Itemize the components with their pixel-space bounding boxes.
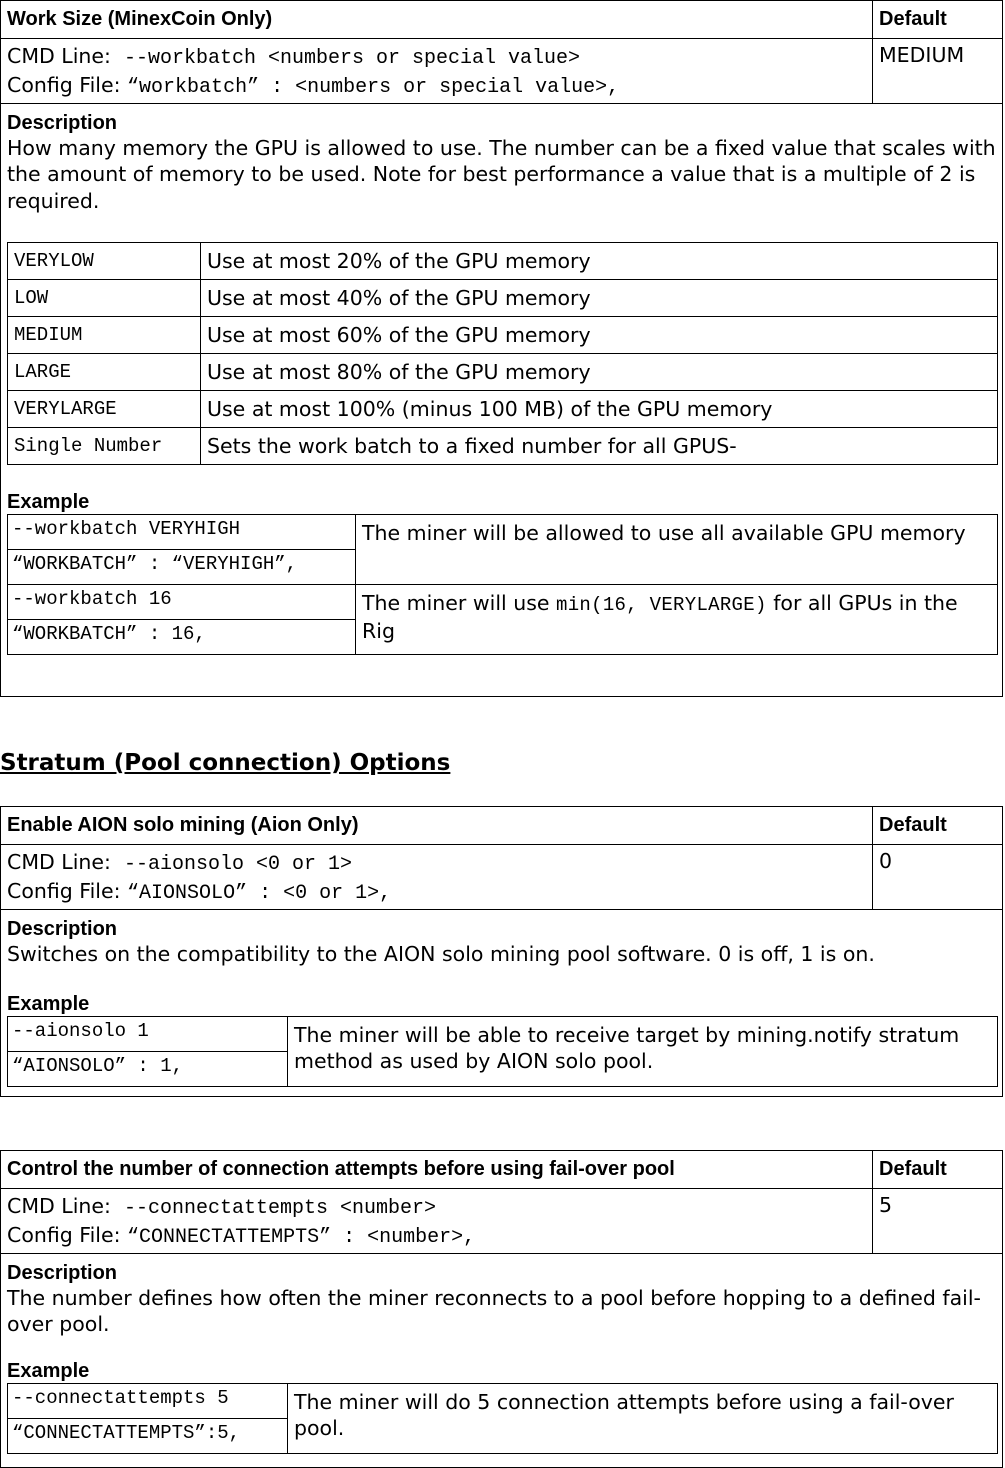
option-header [1, 1151, 1002, 1189]
default-value: 0 [872, 845, 1002, 909]
cmd-line-label: CMD Line: [7, 1194, 111, 1218]
description-heading: Description [7, 112, 118, 134]
option-connectattempts [0, 1150, 1003, 1468]
description-text: The number defines how often the miner reconnects to a pool before hopping to a defined fail-over pool. [7, 1285, 981, 1336]
config-file-label: Config File: [7, 73, 121, 97]
config-file-label: Config File: [7, 1223, 121, 1247]
description-heading: Description [7, 918, 118, 940]
default-value: 5 [872, 1189, 1002, 1253]
option-workbatch [0, 0, 1003, 697]
config-file-value: “AIONSOLO” : <0 or 1>, [127, 882, 392, 905]
table-row [8, 585, 998, 620]
value-text: Use at most 60% of the GPU memory [201, 317, 998, 354]
example-desc-text: The miner will use [362, 591, 557, 615]
example-cmd: --connectattempts 5 [8, 1383, 288, 1418]
value-text: Use at most 20% of the GPU memory [201, 243, 998, 280]
option-aionsolo [0, 806, 1003, 1097]
value-key: LARGE [8, 354, 201, 391]
section-title: Stratum (Pool connection) Options [0, 750, 451, 776]
example-desc: The miner will be allowed to use all available GPU memory [356, 515, 998, 585]
description-heading: Description [7, 1262, 118, 1284]
description-text: How many memory the GPU is allowed to use. The number can be a fixed value that scales with the amount of memory to be used. Note for best performance a value that is a multiple of 2 is required. [7, 135, 996, 213]
table-row [8, 515, 998, 550]
option-cmd-row [1, 845, 1002, 910]
default-label: Default [872, 1151, 1002, 1188]
cmd-line-value: --connectattempts <number> [123, 1197, 437, 1220]
values-table [7, 242, 998, 465]
table-row [8, 354, 998, 391]
default-value: MEDIUM [872, 39, 1002, 103]
example-cmd: --aionsolo 1 [8, 1017, 288, 1052]
cmd-line-value: --aionsolo <0 or 1> [123, 853, 353, 876]
example-cmd: --workbatch 16 [8, 585, 356, 620]
example-table [7, 1383, 998, 1454]
cmd-line-label: CMD Line: [7, 850, 111, 874]
option-header [1, 1, 1002, 39]
example-heading: Example [7, 491, 90, 513]
value-key: VERYLARGE [8, 391, 201, 428]
description-text: Switches on the compatibility to the AION solo mining pool software. 0 is off, 1 is on. [7, 941, 875, 966]
option-title: Control the number of connection attempts before using fail-over pool [7, 1158, 675, 1180]
value-key: MEDIUM [8, 317, 201, 354]
value-key: LOW [8, 280, 201, 317]
config-file-label: Config File: [7, 879, 121, 903]
cmd-line-value: --workbatch <numbers or special value> [123, 47, 581, 70]
value-text: Sets the work batch to a fixed number for all GPUS- [201, 428, 998, 465]
option-title: Work Size (MinexCoin Only) [7, 8, 273, 30]
example-config: “AIONSOLO” : 1, [8, 1052, 288, 1087]
config-file-value: “CONNECTATTEMPTS” : <number>, [127, 1226, 476, 1249]
value-key: Single Number [8, 428, 201, 465]
default-label: Default [872, 1, 1002, 38]
cmd-line-label: CMD Line: [7, 44, 111, 68]
option-cmd-row [1, 1189, 1002, 1254]
table-row [8, 1383, 998, 1418]
value-text: Use at most 80% of the GPU memory [201, 354, 998, 391]
example-heading: Example [7, 1359, 90, 1382]
option-title: Enable AION solo mining (Aion Only) [7, 814, 359, 836]
example-table [7, 1016, 998, 1087]
value-key: VERYLOW [8, 243, 201, 280]
table-row [8, 243, 998, 280]
example-config: “WORKBATCH” : 16, [8, 620, 356, 655]
value-text: Use at most 40% of the GPU memory [201, 280, 998, 317]
example-desc-text: for all GPUs in the Rig [362, 591, 958, 643]
value-text: Use at most 100% (minus 100 MB) of the GPU memory [201, 391, 998, 428]
example-heading: Example [7, 993, 90, 1015]
example-desc [356, 585, 998, 655]
table-row [8, 391, 998, 428]
config-file-value: “workbatch” : <numbers or special value>, [127, 76, 620, 99]
example-desc-code: min(16, VERYLARGE) [556, 594, 767, 616]
example-config: “WORKBATCH” : “VERYHIGH”, [8, 550, 356, 585]
table-row [8, 428, 998, 465]
table-row [8, 317, 998, 354]
example-desc: The miner will do 5 connection attempts before using a fail-over pool. [288, 1383, 998, 1453]
table-row [8, 280, 998, 317]
table-row [8, 1017, 998, 1052]
default-label: Default [872, 807, 1002, 844]
example-cmd: --workbatch VERYHIGH [8, 515, 356, 550]
example-config: “CONNECTATTEMPTS”:5, [8, 1418, 288, 1453]
option-cmd-row [1, 39, 1002, 104]
example-desc: The miner will be able to receive target by mining.notify stratum method as used by AION solo pool. [288, 1017, 998, 1087]
option-header [1, 807, 1002, 845]
example-table [7, 514, 998, 655]
